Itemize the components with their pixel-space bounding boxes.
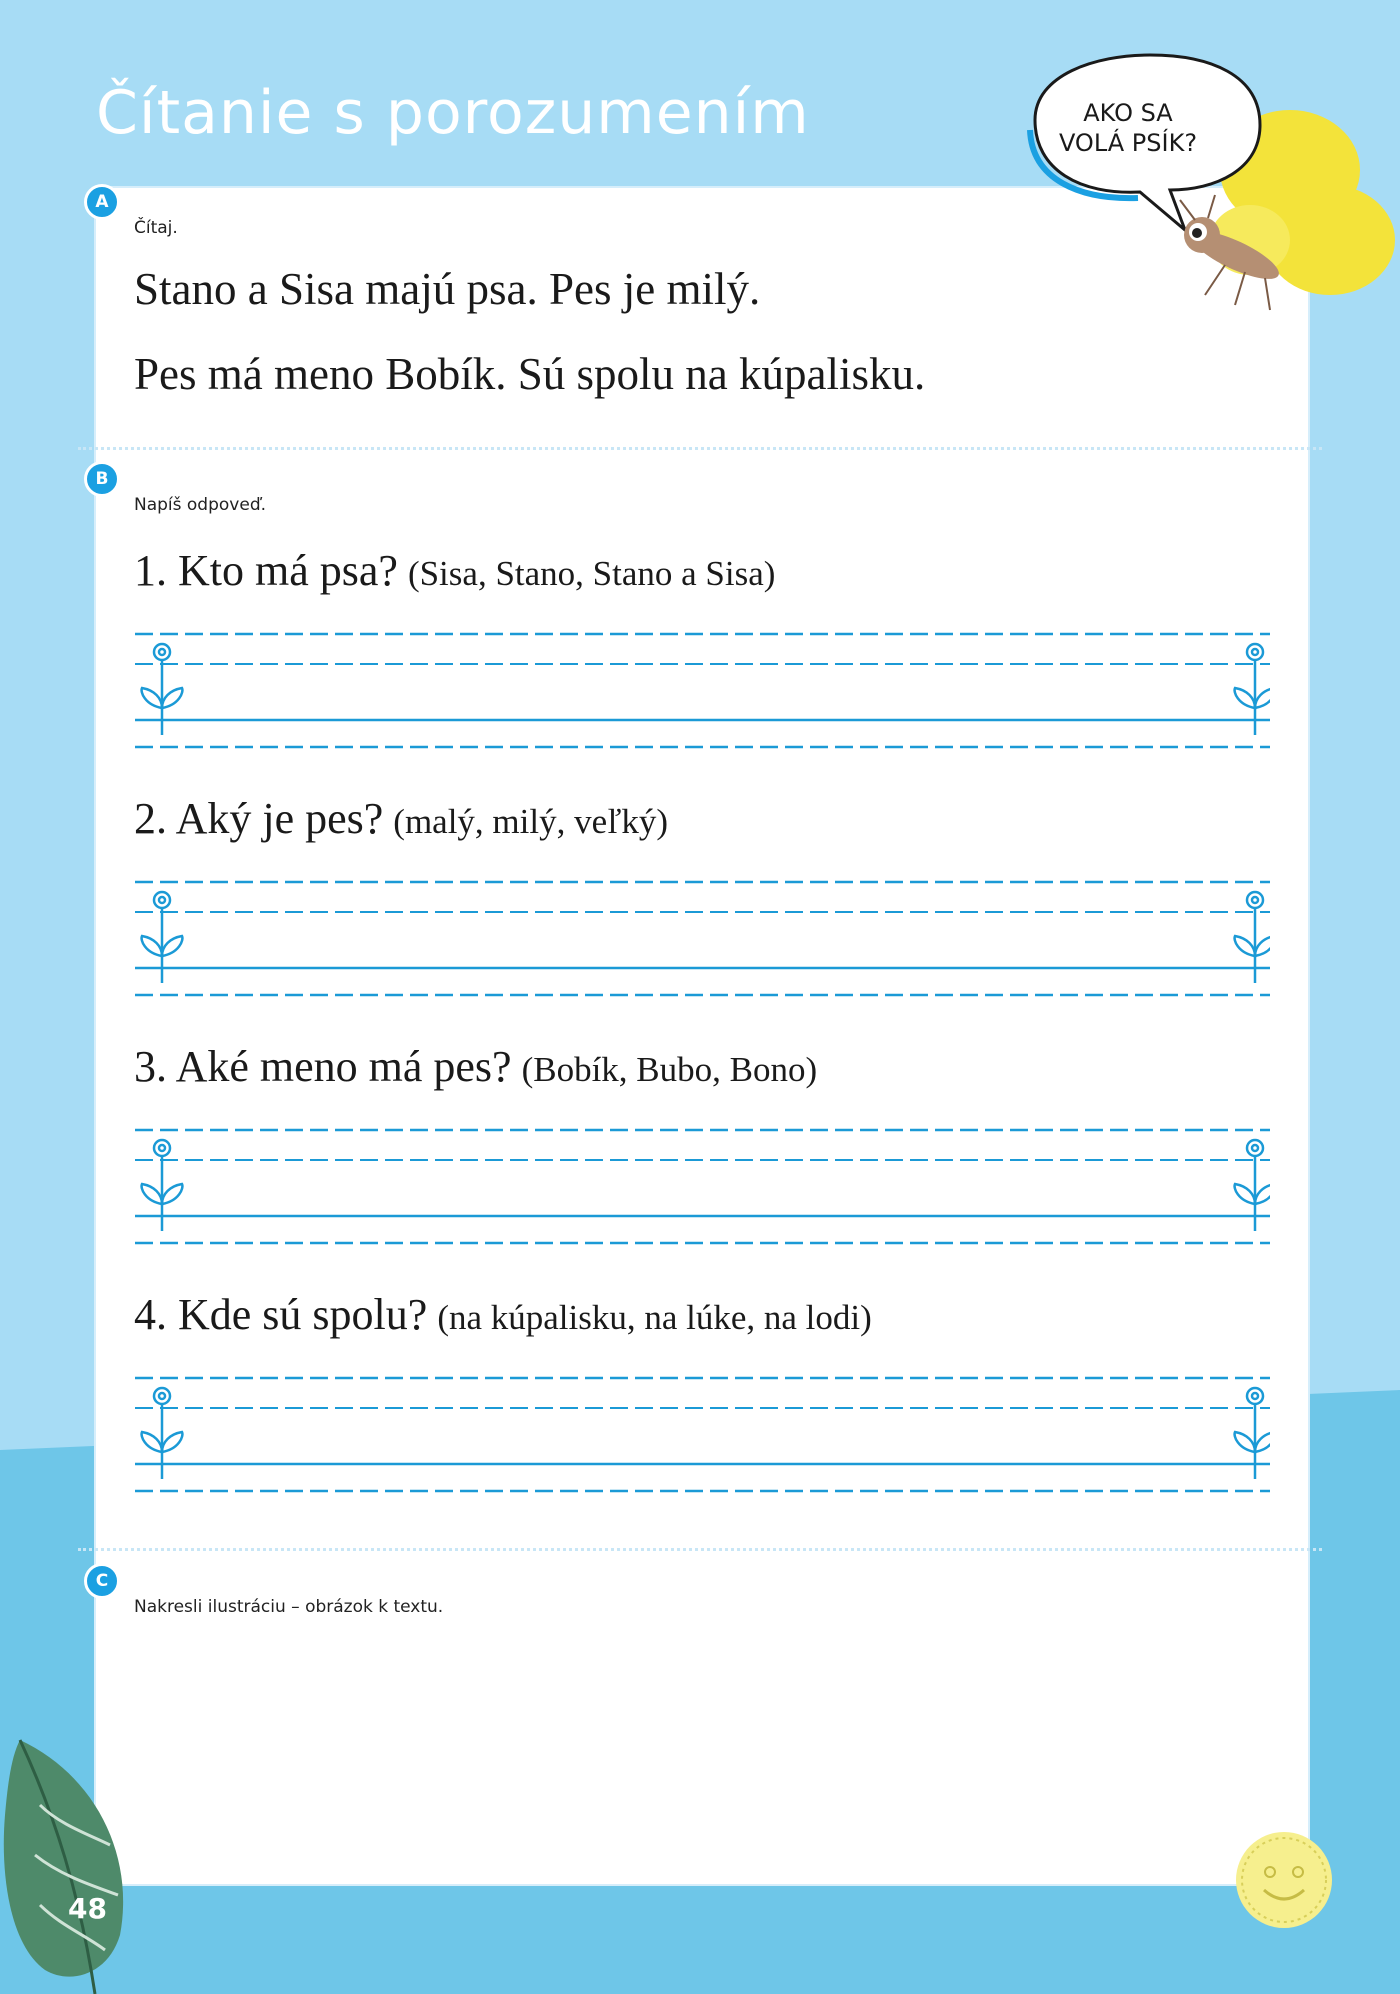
section-b-instruction: Napíš odpoveď. (134, 495, 267, 515)
question-options: (Sisa, Stano, Stano a Sisa) (407, 554, 776, 593)
reading-line-2: Pes má meno Bobík. Sú spolu na kúpalisku. (134, 349, 926, 399)
answer-lines-3[interactable] (130, 1116, 1270, 1246)
question-2 (134, 793, 668, 844)
answer-lines-1[interactable] (130, 620, 1270, 750)
speech-bubble-text: AKO SA VOLÁ PSÍK? (1058, 99, 1198, 157)
section-c-instruction: Nakresli ilustráciu – obrázok k textu. (134, 1597, 444, 1617)
question-options: (Bobík, Bubo, Bono) (521, 1050, 818, 1089)
page-title: Čítanie s porozumením (96, 78, 810, 148)
question-1 (134, 545, 775, 596)
section-a-badge: A (84, 184, 120, 220)
section-divider (78, 447, 1322, 450)
section-divider (78, 1548, 1322, 1551)
section-a-instruction: Čítaj. (134, 218, 178, 238)
question-4 (134, 1289, 872, 1340)
question-3 (134, 1041, 817, 1092)
question-text: 1. Kto má psa? (134, 546, 398, 595)
smiley-sun-icon (1234, 1830, 1344, 1940)
drawing-area[interactable] (110, 1640, 1290, 1860)
worksheet-card (96, 188, 1308, 1884)
question-text: 2. Aký je pes? (134, 794, 384, 843)
reading-line-1: Stano a Sisa majú psa. Pes je milý. (134, 264, 761, 314)
question-text: 4. Kde sú spolu? (134, 1290, 428, 1339)
question-options: (na kúpalisku, na lúke, na lodi) (437, 1298, 872, 1337)
answer-lines-4[interactable] (130, 1364, 1270, 1494)
page-number: 48 (68, 1892, 107, 1925)
section-c-badge: C (84, 1563, 120, 1599)
question-text: 3. Aké meno má pes? (134, 1042, 512, 1091)
question-options: (malý, milý, veľký) (393, 802, 669, 841)
answer-lines-2[interactable] (130, 868, 1270, 998)
leaf-icon (0, 1735, 140, 1994)
section-b-badge: B (84, 461, 120, 497)
butterfly-illustration (1020, 50, 1400, 350)
